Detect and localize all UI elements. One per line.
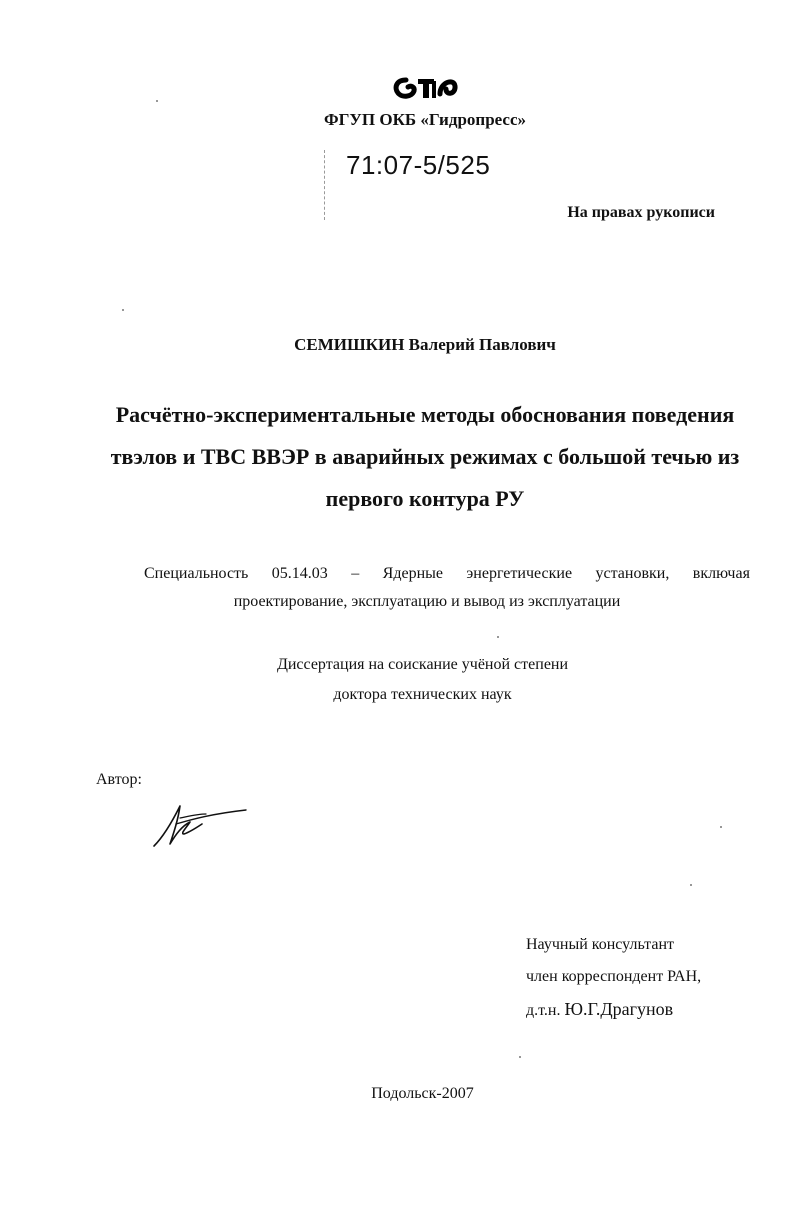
organization-logo xyxy=(392,74,458,102)
rights-notice: На правах рукописи xyxy=(567,204,715,221)
degree-line-2: доктора технических наук xyxy=(333,686,512,703)
title-line-3: первого контура РУ xyxy=(325,486,525,511)
consultant-degree: д.т.н. xyxy=(526,1002,561,1019)
specialty-word: Ядерные xyxy=(382,565,443,582)
dissertation-title xyxy=(100,394,750,520)
scan-speck xyxy=(720,826,722,828)
registration-stamp-number: 71:07-5/525 xyxy=(346,150,491,180)
specialty-line-1 xyxy=(144,560,750,588)
scan-speck xyxy=(497,636,499,638)
specialty-dash: – xyxy=(351,565,360,582)
specialty-line-2: проектирование, эксплуатацию и вывод из эксплуатации xyxy=(233,593,621,610)
author-name: СЕМИШКИН Валерий Павлович xyxy=(294,335,556,354)
consultant-block xyxy=(526,929,701,1027)
specialty-word: энергетические xyxy=(466,565,573,582)
author-label: Автор: xyxy=(96,771,142,788)
consultant-rank: член корреспондент РАН, xyxy=(526,968,702,985)
title-line-2: твэлов и ТВС ВВЭР в аварийных режимах с большой течью из xyxy=(110,444,740,469)
organization-name: ФГУП ОКБ «Гидропресс» xyxy=(323,110,527,129)
specialty-word: включая xyxy=(692,565,750,582)
specialty-block xyxy=(144,560,750,616)
title-line-1: Расчётно-экспериментальные методы обоснования поведения xyxy=(115,402,735,427)
specialty-code: 05.14.03 xyxy=(271,565,328,582)
scan-speck xyxy=(519,1056,521,1058)
stamp-margin-line xyxy=(324,150,327,220)
specialty-word: установки, xyxy=(595,565,670,582)
scan-speck xyxy=(156,100,158,102)
consultant-credentials xyxy=(526,993,701,1027)
scan-speck xyxy=(690,884,692,886)
place-and-year: Подольск-2007 xyxy=(371,1085,474,1102)
degree-line-1: Диссертация на соискание учёной степени xyxy=(276,656,569,673)
degree-block xyxy=(0,650,797,710)
specialty-label: Специальность xyxy=(144,565,249,582)
consultant-role: Научный консультант xyxy=(526,936,674,953)
scan-speck xyxy=(122,309,124,311)
author-signature xyxy=(150,800,250,852)
consultant-name: Ю.Г.Драгунов xyxy=(564,999,674,1019)
